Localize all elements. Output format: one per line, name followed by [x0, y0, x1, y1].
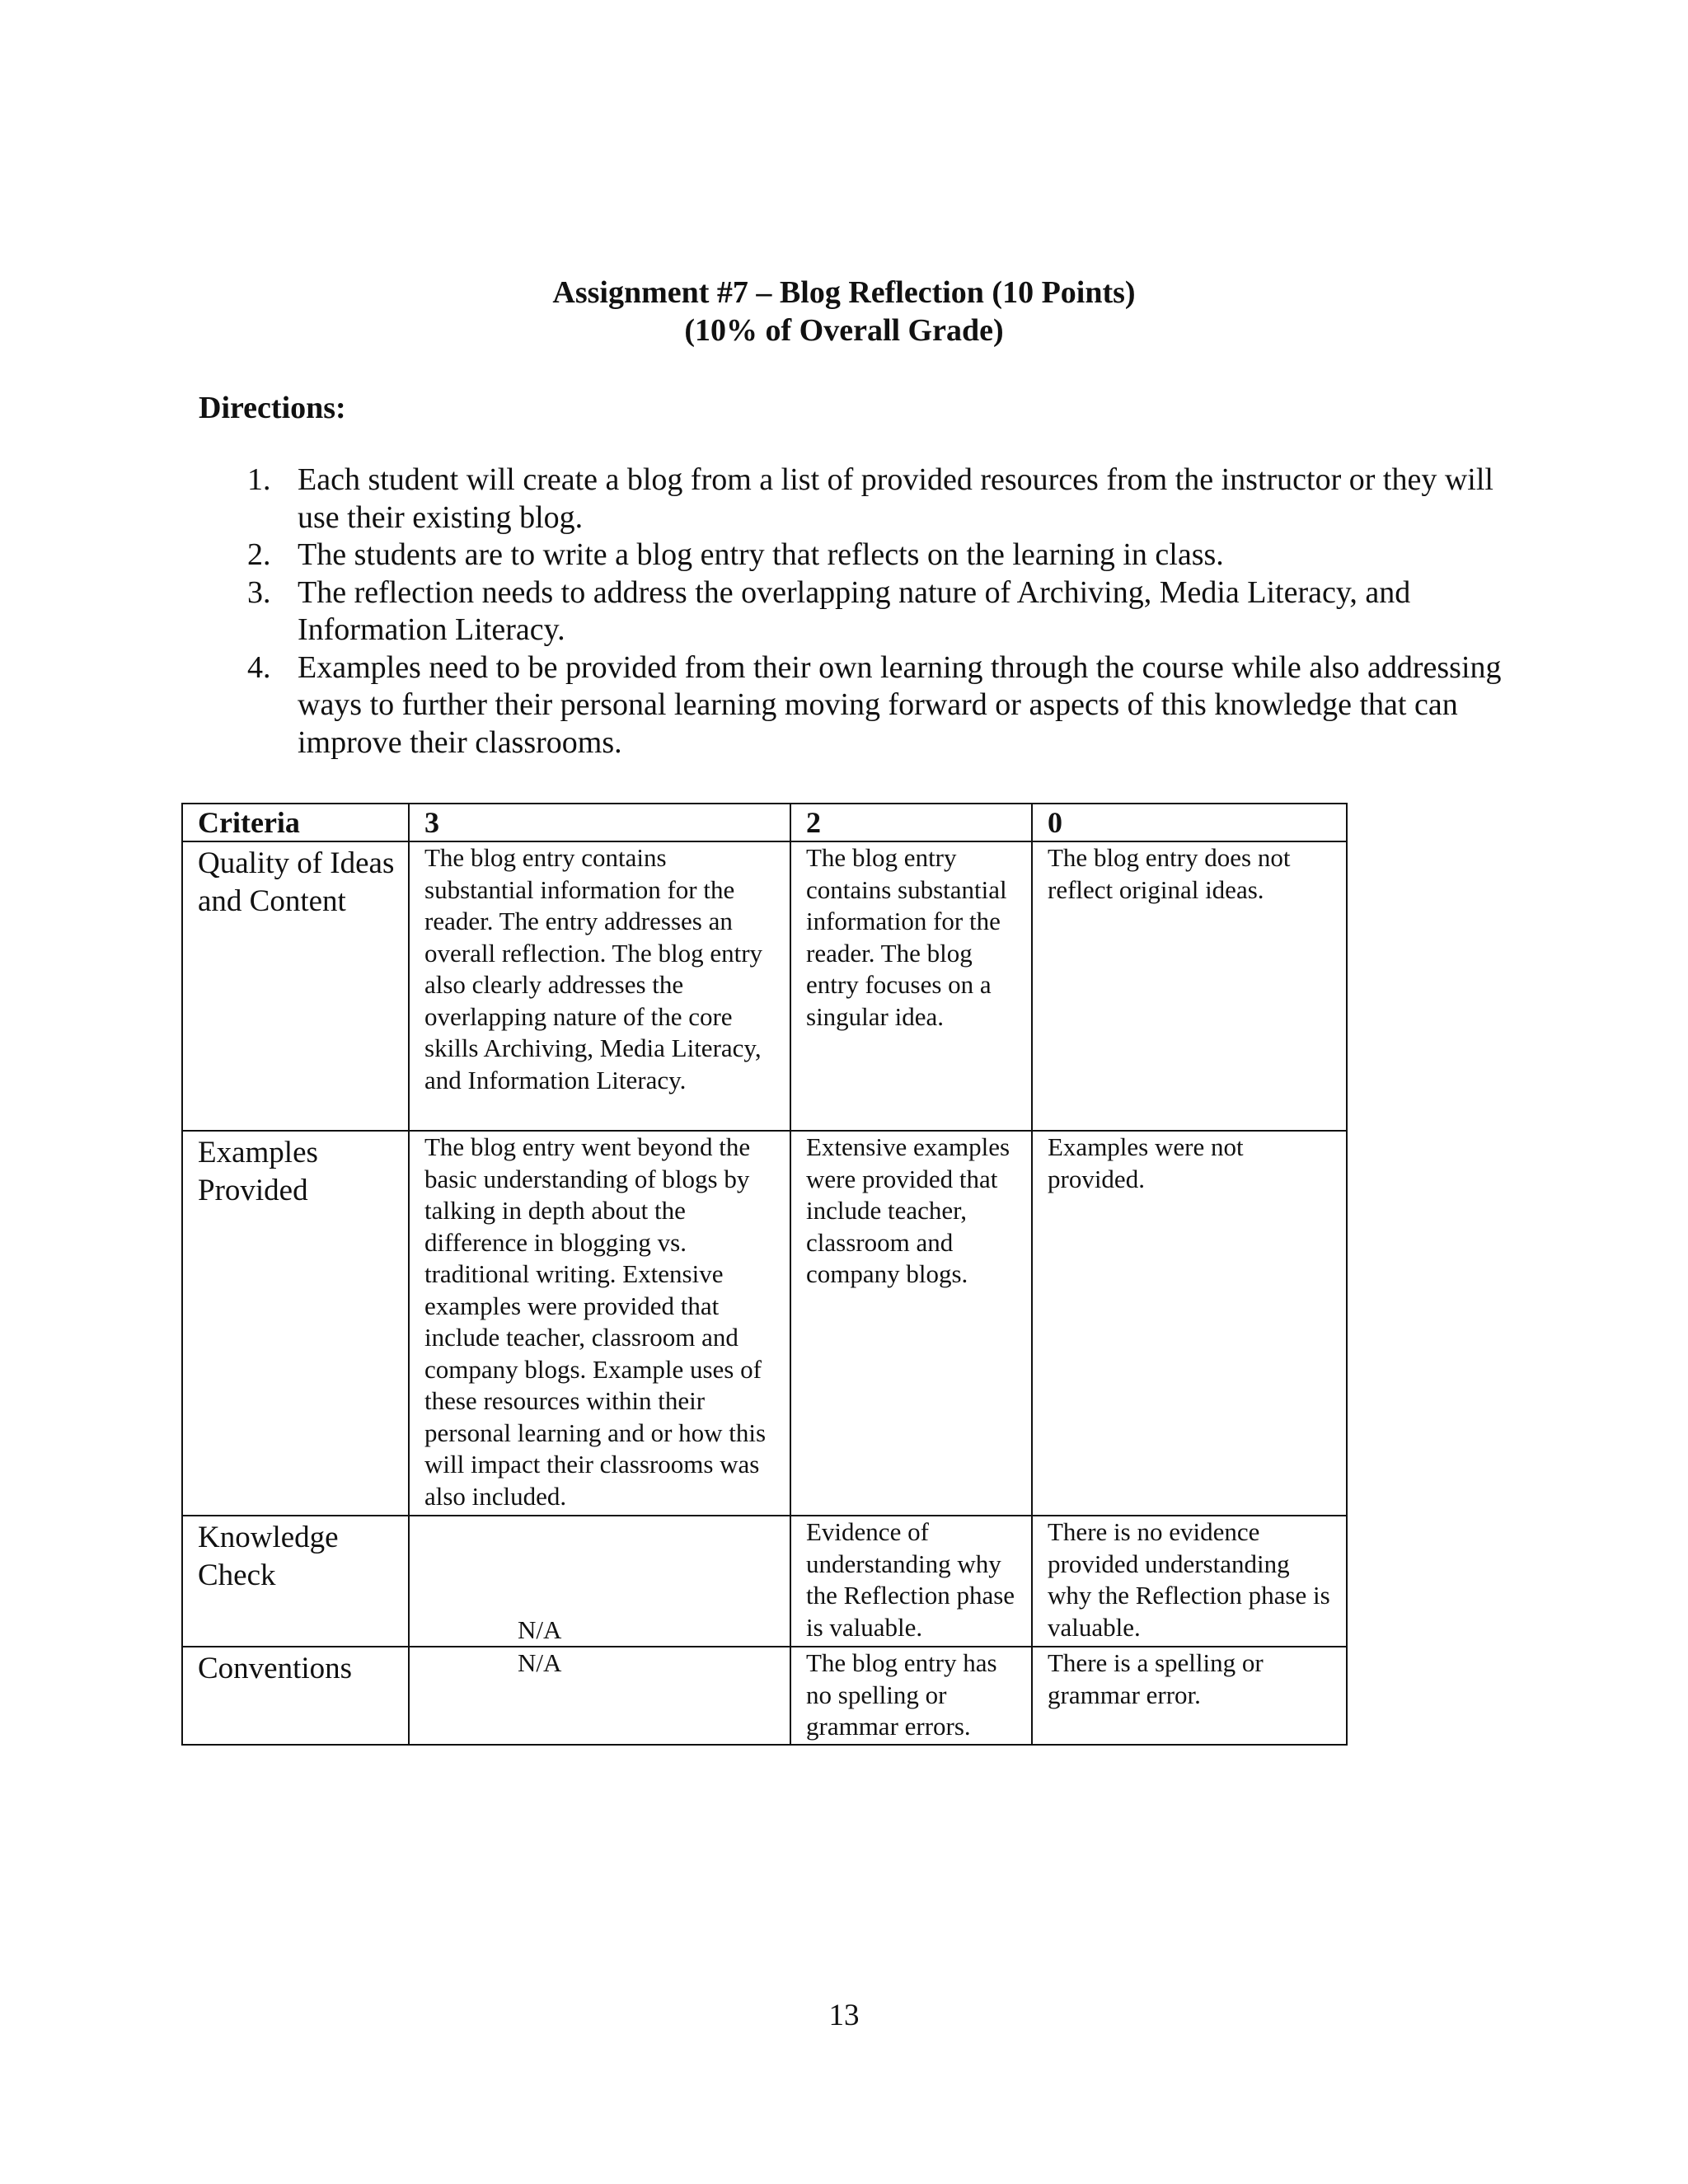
direction-item: [0, 574, 1517, 649]
header-score-3: 3: [409, 804, 790, 841]
score-0-cell: There is no evidence provided understanding why the Reflection phase is valuable.: [1032, 1516, 1347, 1647]
direction-number: 1.: [247, 462, 271, 497]
score-2-cell: Extensive examples were provided that include teacher, classroom and company blogs.: [790, 1131, 1032, 1516]
criteria-cell: Conventions: [182, 1647, 409, 1745]
direction-item: [0, 649, 1517, 762]
page-number: 13: [828, 1999, 860, 2032]
direction-number: 3.: [247, 574, 271, 610]
direction-item: [0, 462, 1517, 537]
score-3-cell: The blog entry went beyond the basic understanding of blogs by talking in depth about the difference in blogging vs. traditional writing. Extensive examples were provided that include teacher, classroom and company blogs. Example uses of these resources within their personal learning and or how this will impact their classrooms was also included.: [409, 1131, 790, 1516]
rubric-table: [181, 803, 1348, 1746]
score-0-cell: Examples were not provided.: [1032, 1131, 1347, 1516]
table-row: [182, 1647, 1347, 1745]
direction-text: Examples need to be provided from their own learning through the course while also addressing ways to further their personal learning moving forward or aspects of this knowledge that can improve their classrooms.: [298, 649, 1502, 760]
header-score-2: 2: [790, 804, 1032, 841]
criteria-cell: Examples Provided: [182, 1131, 409, 1516]
header-criteria: Criteria: [182, 804, 409, 841]
score-2-cell: The blog entry contains substantial information for the reader. The blog entry focuses on a singular idea.: [790, 841, 1032, 1131]
direction-number: 4.: [247, 649, 271, 685]
page-title: [0, 274, 1688, 349]
criteria-cell: Knowledge Check: [182, 1516, 409, 1647]
criteria-cell: Quality of Ideas and Content: [182, 841, 409, 1131]
table-row: [182, 1131, 1347, 1516]
score-0-cell: The blog entry does not reflect original ideas.: [1032, 841, 1347, 1131]
score-3-cell: N/A: [409, 1516, 790, 1647]
rubric-header-row: [182, 804, 1347, 841]
score-0-cell: There is a spelling or grammar error.: [1032, 1647, 1347, 1745]
header-score-0: 0: [1032, 804, 1347, 841]
direction-text: The reflection needs to address the overlapping nature of Archiving, Media Literacy, and Information Literacy.: [298, 574, 1411, 647]
title-line-1: Assignment #7 – Blog Reflection (10 Points): [552, 275, 1136, 310]
score-3-cell: The blog entry contains substantial information for the reader. The entry addresses an overall reflection. The blog entry also clearly addresses the overlapping nature of the core skills Archiving, Media Literacy, and Information Literacy.: [409, 841, 790, 1131]
score-2-cell: Evidence of understanding why the Reflection phase is valuable.: [790, 1516, 1032, 1647]
title-line-2: (10% of Overall Grade): [684, 313, 1004, 348]
table-row: [182, 1516, 1347, 1647]
direction-number: 2.: [247, 537, 271, 572]
score-2-cell: The blog entry has no spelling or grammar errors.: [790, 1647, 1032, 1745]
table-row: [182, 841, 1347, 1131]
direction-text: Each student will create a blog from a list of provided resources from the instructor or they will use their existing blog.: [298, 462, 1493, 535]
directions-list: [0, 462, 1517, 762]
directions-heading: Directions:: [199, 391, 346, 425]
direction-text: The students are to write a blog entry that reflects on the learning in class.: [298, 537, 1224, 572]
direction-item: [0, 537, 1517, 574]
score-3-cell: N/A: [409, 1647, 790, 1745]
